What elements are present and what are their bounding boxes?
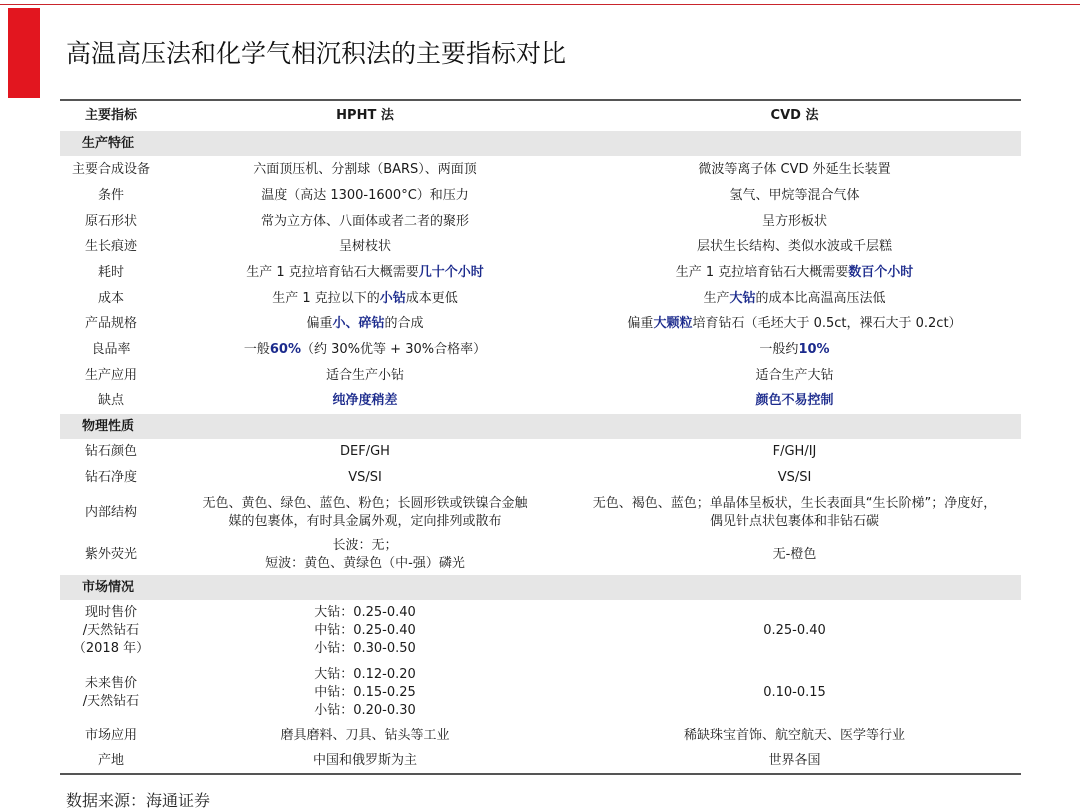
row-label: 耗时 [97, 265, 124, 280]
label-line: 未来售价 [84, 676, 137, 691]
header-indicator: 主要指标 [84, 108, 137, 123]
label-line: （2018 年） [72, 641, 150, 656]
hpht-cell [162, 537, 568, 573]
hpht-cell: 磨具磨料、刀具、钻头等工业 [280, 728, 450, 743]
comparison-table [60, 99, 1021, 775]
table-row [60, 311, 1021, 337]
hpht-cell: 常为立方体、八面体或者二者的聚形 [260, 213, 469, 229]
highlight-text: 小钻 [379, 290, 406, 306]
cvd-cell [568, 290, 1021, 308]
row-label: 生长痕迹 [84, 239, 137, 254]
hpht-cell: 适合生产小钻 [325, 367, 404, 383]
cell-line: 中钻：0.15-0.25 [314, 685, 416, 700]
section-label: 生产特征 [82, 135, 135, 151]
table-row [60, 234, 1021, 260]
section-label: 物理性质 [82, 418, 135, 434]
cell-text: 的合成 [384, 316, 424, 331]
hpht-cell: 呈树枝状 [338, 239, 391, 254]
cell-line: 偶见针点状包裹体和非钻石碳 [709, 514, 879, 529]
highlight-text: 60% [269, 342, 302, 357]
cvd-cell: F/GH/IJ [772, 444, 817, 459]
cell-line: 短波：黄色、黄绿色（中-强）磷光 [265, 556, 465, 571]
cell-text: 生产 1 克拉以下的 [272, 290, 380, 306]
hpht-cell: 温度（高达 1300-1600°C）和压力 [261, 188, 469, 203]
label-line: 现时售价 [84, 605, 137, 620]
highlight-text: 大颗粒 [653, 316, 693, 331]
cell-line: 长波：无； [332, 538, 398, 553]
table-row [60, 465, 1021, 491]
cell-text: 生产 1 克拉培育钻石大概需要 [246, 265, 419, 280]
cell-text: 偏重 [627, 316, 654, 331]
cell-line: 中钻：0.25-0.40 [314, 623, 416, 638]
row-label: 产品规格 [84, 316, 137, 331]
row-label: 钻石颜色 [84, 444, 137, 459]
page-title: 高温高压法和化学气相沉积法的主要指标对比 [66, 39, 567, 68]
cvd-cell [568, 315, 1021, 333]
cell-line: 无色、褐色、蓝色；单晶体呈板状，生长表面具“生长阶梯”；净度好， [592, 496, 997, 511]
table-row [60, 439, 1021, 465]
table-row [60, 749, 1021, 773]
cvd-cell: 世界各国 [768, 753, 821, 768]
table-row [60, 723, 1021, 749]
hpht-cell: 中国和俄罗斯为主 [312, 753, 417, 768]
cvd-cell: 适合生产大钻 [755, 367, 834, 383]
row-label [60, 675, 162, 711]
table-row [60, 491, 1021, 535]
cvd-cell: 微波等离子体 CVD 外延生长装置 [698, 162, 891, 177]
cell-line: 媒的包裹体，有时具金属外观，定向排列或散布 [228, 514, 502, 529]
table-row [60, 260, 1021, 286]
hpht-cell [162, 666, 568, 720]
section-label: 市场情况 [82, 579, 135, 595]
cvd-cell: 0.10-0.15 [763, 685, 826, 700]
cell-text: 培育钻石（毛坯大于 0.5ct，裸石大于 0.2ct） [692, 316, 962, 331]
row-label: 缺点 [97, 393, 124, 408]
hpht-cell: DEF/GH [340, 444, 390, 459]
row-label: 成本 [97, 290, 124, 306]
row-label: 内部结构 [84, 505, 137, 520]
data-source-note: 数据来源：海通证券 [66, 791, 211, 810]
row-label: 良品率 [91, 342, 131, 357]
cvd-cell: VS/SI [777, 470, 812, 485]
table-row [60, 601, 1021, 661]
row-label: 生产应用 [84, 367, 137, 383]
hpht-cell [162, 341, 568, 359]
hpht-cell [162, 604, 568, 658]
section-row-physical [60, 414, 1021, 439]
hpht-cell: 纯净度稍差 [332, 393, 398, 408]
cvd-cell: 0.25-0.40 [763, 623, 826, 638]
hpht-cell [162, 315, 568, 333]
row-label: 产地 [97, 753, 124, 768]
hpht-cell: 六面顶压机、分割球（BARS）、两面顶 [253, 162, 477, 177]
cell-line: 小钻：0.30-0.50 [314, 641, 416, 656]
cell-text: 的成本比高温高压法低 [755, 290, 886, 306]
cell-line: 大钻：0.12-0.20 [314, 667, 416, 682]
cell-text: 成本更低 [405, 290, 458, 306]
hpht-cell: VS/SI [348, 470, 382, 485]
header-hpht: HPHT 法 [336, 108, 394, 123]
cell-text: 生产 1 克拉培育钻石大概需要 [675, 265, 849, 280]
cvd-cell [568, 495, 1021, 531]
cvd-cell: 稀缺珠宝首饰、航空航天、医学等行业 [683, 728, 905, 743]
row-label: 市场应用 [84, 728, 137, 743]
cell-line: 小钻：0.20-0.30 [314, 703, 416, 718]
cvd-cell [568, 264, 1021, 282]
cell-text: 一般约 [759, 342, 799, 357]
row-label [60, 604, 162, 658]
row-label: 主要合成设备 [71, 162, 150, 177]
cvd-cell: 呈方形板状 [761, 213, 827, 229]
table-bottom-rule [60, 773, 1021, 775]
cvd-cell: 氢气、甲烷等混合气体 [729, 188, 860, 203]
cvd-cell: 无-橙色 [772, 547, 817, 562]
cvd-cell: 层状生长结构、类似水波或千层糕 [696, 239, 892, 254]
table-top-rule [60, 99, 1021, 101]
table-row [60, 388, 1021, 414]
row-label: 条件 [97, 188, 124, 203]
cell-text: 一般 [243, 342, 270, 357]
table-header-row [60, 103, 1021, 129]
top-accent-line [0, 4, 1080, 5]
cell-text: （约 30%优等 + 30%合格率） [301, 342, 487, 357]
table-row [60, 535, 1021, 575]
highlight-text: 数百个小时 [848, 265, 914, 280]
table-row [60, 209, 1021, 234]
highlight-text: 10% [798, 342, 830, 357]
red-accent-bar [8, 8, 40, 98]
table-row [60, 363, 1021, 388]
cvd-cell [568, 341, 1021, 359]
hpht-cell [162, 290, 568, 308]
cell-line: 大钻：0.25-0.40 [314, 605, 416, 620]
row-label: 紫外荧光 [84, 547, 137, 562]
highlight-text: 大钻 [729, 290, 756, 306]
hpht-cell [162, 495, 568, 531]
row-label: 钻石净度 [84, 470, 137, 485]
cell-line: 无色、黄色、绿色、蓝色、粉色；长圆形铁或铁镍合金触 [202, 496, 528, 511]
table-row [60, 337, 1021, 363]
cell-text: 偏重 [306, 316, 333, 331]
label-line: /天然钻石 [82, 623, 140, 638]
section-row-market [60, 575, 1021, 600]
section-row-production [60, 131, 1021, 156]
highlight-text: 小、碎钻 [332, 316, 385, 331]
table-row [60, 286, 1021, 311]
row-label: 原石形状 [84, 213, 137, 229]
cell-text: 生产 [703, 290, 730, 306]
header-cvd: CVD 法 [770, 108, 819, 123]
hpht-cell [162, 264, 568, 282]
table-row [60, 663, 1021, 723]
label-line: /天然钻石 [82, 694, 140, 709]
table-row [60, 183, 1021, 209]
highlight-text: 几十个小时 [418, 265, 484, 280]
cvd-cell: 颜色不易控制 [755, 393, 834, 408]
table-row [60, 157, 1021, 183]
